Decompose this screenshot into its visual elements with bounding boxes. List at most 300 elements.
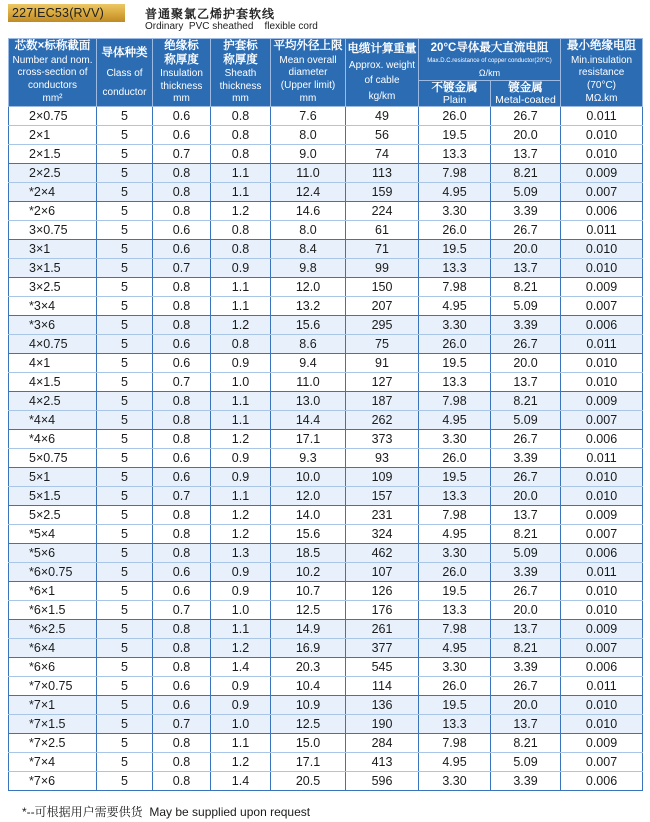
cell-sheath-thickness: 1.1 — [211, 164, 271, 183]
cell-resistance-metal-coated: 26.7 — [491, 430, 561, 449]
cell-cross-section: 4×1 — [9, 354, 97, 373]
title-chinese: 普通聚氯乙烯护套软线 — [145, 7, 276, 21]
cell-insulation-thickness: 0.6 — [153, 240, 211, 259]
cell-weight: 295 — [346, 316, 419, 335]
cell-resistance-plain: 7.98 — [419, 164, 491, 183]
cell-sheath-thickness: 0.8 — [211, 145, 271, 164]
cell-mean-diameter: 12.0 — [271, 487, 346, 506]
cell-resistance-plain: 26.0 — [419, 677, 491, 696]
cell-resistance-metal-coated: 13.7 — [491, 620, 561, 639]
table-row — [9, 126, 643, 145]
cell-sheath-thickness: 1.1 — [211, 392, 271, 411]
header-label-cn: 最小绝缘电阻 — [567, 40, 637, 53]
cell-weight: 377 — [346, 639, 419, 658]
header-label-en: Insulation — [160, 68, 203, 80]
table-row — [9, 107, 643, 126]
table-row — [9, 563, 643, 582]
cell-mean-diameter: 17.1 — [271, 430, 346, 449]
cell-resistance-plain: 13.3 — [419, 145, 491, 164]
cell-insulation-resistance: 0.011 — [561, 563, 643, 582]
header-label-cn: 护套标 — [223, 40, 258, 53]
cell-cross-section: *6×2.5 — [9, 620, 97, 639]
cell-cross-section: *6×0.75 — [9, 563, 97, 582]
cell-sheath-thickness: 1.1 — [211, 278, 271, 297]
cell-sheath-thickness: 0.8 — [211, 126, 271, 145]
header-unit: mm — [232, 93, 249, 105]
cell-weight: 157 — [346, 487, 419, 506]
header-unit: kg/km — [368, 90, 396, 102]
cell-sheath-thickness: 1.0 — [211, 715, 271, 734]
header-label-en: conductor — [102, 86, 147, 98]
cell-resistance-metal-coated: 20.0 — [491, 240, 561, 259]
cell-sheath-thickness: 1.0 — [211, 373, 271, 392]
cell-insulation-resistance: 0.007 — [561, 297, 643, 316]
cell-insulation-resistance: 0.007 — [561, 525, 643, 544]
cell-resistance-metal-coated: 13.7 — [491, 373, 561, 392]
model-badge: 227IEC53(RVV) — [8, 4, 125, 22]
cell-resistance-plain: 4.95 — [419, 639, 491, 658]
cell-resistance-metal-coated: 8.21 — [491, 525, 561, 544]
cell-mean-diameter: 9.4 — [271, 354, 346, 373]
cell-conductor-class: 5 — [97, 525, 153, 544]
cell-resistance-metal-coated: 5.09 — [491, 411, 561, 430]
header-label-en: Number and nom. — [12, 54, 93, 66]
cell-resistance-metal-coated: 13.7 — [491, 506, 561, 525]
cell-sheath-thickness: 1.1 — [211, 734, 271, 753]
cell-resistance-plain: 13.3 — [419, 715, 491, 734]
cell-weight: 462 — [346, 544, 419, 563]
table-row — [9, 734, 643, 753]
cell-mean-diameter: 11.0 — [271, 373, 346, 392]
header-resistance-metal-coated — [491, 81, 561, 107]
cell-mean-diameter: 9.0 — [271, 145, 346, 164]
table-row — [9, 715, 643, 734]
cell-mean-diameter: 9.8 — [271, 259, 346, 278]
cell-resistance-plain: 13.3 — [419, 373, 491, 392]
cell-insulation-resistance: 0.009 — [561, 734, 643, 753]
cell-mean-diameter: 10.7 — [271, 582, 346, 601]
cell-insulation-resistance: 0.007 — [561, 639, 643, 658]
cell-sheath-thickness: 0.9 — [211, 677, 271, 696]
header-label-en: of cable — [364, 75, 400, 87]
cell-mean-diameter: 8.0 — [271, 126, 346, 145]
cell-resistance-metal-coated: 20.0 — [491, 601, 561, 620]
cell-insulation-resistance: 0.010 — [561, 468, 643, 487]
cell-resistance-metal-coated: 20.0 — [491, 487, 561, 506]
cell-resistance-plain: 19.5 — [419, 582, 491, 601]
cell-insulation-resistance: 0.010 — [561, 240, 643, 259]
cell-weight: 113 — [346, 164, 419, 183]
cell-sheath-thickness: 0.9 — [211, 259, 271, 278]
cell-mean-diameter: 14.4 — [271, 411, 346, 430]
header-dc-resistance — [419, 39, 561, 81]
cell-weight: 231 — [346, 506, 419, 525]
cell-conductor-class: 5 — [97, 620, 153, 639]
cell-conductor-class: 5 — [97, 639, 153, 658]
cell-insulation-thickness: 0.8 — [153, 316, 211, 335]
cell-resistance-metal-coated: 5.09 — [491, 183, 561, 202]
cell-sheath-thickness: 0.8 — [211, 240, 271, 259]
header-unit: mm² — [42, 93, 63, 105]
cell-resistance-plain: 13.3 — [419, 601, 491, 620]
header-label-cn: 芯数×标称截面 — [14, 40, 91, 53]
cell-cross-section: *7×0.75 — [9, 677, 97, 696]
cell-resistance-plain: 26.0 — [419, 563, 491, 582]
cell-cross-section: *5×6 — [9, 544, 97, 563]
cell-conductor-class: 5 — [97, 202, 153, 221]
cell-insulation-thickness: 0.7 — [153, 259, 211, 278]
header-label-cn: 绝缘标 — [164, 40, 199, 53]
cell-resistance-plain: 4.95 — [419, 411, 491, 430]
cell-sheath-thickness: 1.2 — [211, 639, 271, 658]
cell-insulation-thickness: 0.8 — [153, 430, 211, 449]
cell-cross-section: 3×1 — [9, 240, 97, 259]
cell-resistance-metal-coated: 8.21 — [491, 734, 561, 753]
cell-insulation-thickness: 0.8 — [153, 544, 211, 563]
cell-cross-section: *6×1.5 — [9, 601, 97, 620]
table-row — [9, 411, 643, 430]
cell-cross-section: *2×4 — [9, 183, 97, 202]
cell-resistance-plain: 3.30 — [419, 430, 491, 449]
cell-sheath-thickness: 0.8 — [211, 335, 271, 354]
cell-resistance-plain: 4.95 — [419, 297, 491, 316]
cell-insulation-resistance: 0.011 — [561, 107, 643, 126]
cell-mean-diameter: 8.0 — [271, 221, 346, 240]
table-header — [9, 39, 643, 107]
table-row — [9, 164, 643, 183]
cell-resistance-plain: 4.95 — [419, 753, 491, 772]
table-row — [9, 240, 643, 259]
cell-insulation-thickness: 0.6 — [153, 468, 211, 487]
table-row — [9, 487, 643, 506]
cell-insulation-thickness: 0.6 — [153, 677, 211, 696]
cell-insulation-resistance: 0.010 — [561, 145, 643, 164]
cell-sheath-thickness: 0.9 — [211, 582, 271, 601]
cell-cross-section: *3×4 — [9, 297, 97, 316]
cell-mean-diameter: 12.4 — [271, 183, 346, 202]
cell-insulation-thickness: 0.8 — [153, 164, 211, 183]
cell-weight: 176 — [346, 601, 419, 620]
cell-cross-section: *7×2.5 — [9, 734, 97, 753]
cell-conductor-class: 5 — [97, 715, 153, 734]
cell-sheath-thickness: 0.8 — [211, 221, 271, 240]
cell-conductor-class: 5 — [97, 430, 153, 449]
cell-sheath-thickness: 0.9 — [211, 563, 271, 582]
cell-resistance-metal-coated: 13.7 — [491, 259, 561, 278]
cell-mean-diameter: 8.6 — [271, 335, 346, 354]
cell-weight: 261 — [346, 620, 419, 639]
cell-weight: 99 — [346, 259, 419, 278]
cell-mean-diameter: 20.3 — [271, 658, 346, 677]
cell-insulation-thickness: 0.8 — [153, 392, 211, 411]
cell-sheath-thickness: 1.2 — [211, 506, 271, 525]
cell-conductor-class: 5 — [97, 297, 153, 316]
cell-insulation-resistance: 0.011 — [561, 335, 643, 354]
table-row — [9, 335, 643, 354]
cell-resistance-plain: 19.5 — [419, 126, 491, 145]
header-label-en: thickness — [219, 80, 262, 92]
cell-weight: 93 — [346, 449, 419, 468]
header-label-en: Class of — [106, 67, 143, 79]
cell-mean-diameter: 14.9 — [271, 620, 346, 639]
cell-cross-section: *6×6 — [9, 658, 97, 677]
cell-cross-section: 4×0.75 — [9, 335, 97, 354]
cell-resistance-plain: 3.30 — [419, 202, 491, 221]
cell-sheath-thickness: 1.1 — [211, 411, 271, 430]
cell-resistance-plain: 26.0 — [419, 449, 491, 468]
cell-conductor-class: 5 — [97, 259, 153, 278]
cell-weight: 49 — [346, 107, 419, 126]
cell-insulation-thickness: 0.6 — [153, 221, 211, 240]
cell-insulation-thickness: 0.8 — [153, 506, 211, 525]
header-sheath-thickness — [211, 39, 271, 107]
header-insulation-thickness — [153, 39, 211, 107]
cell-conductor-class: 5 — [97, 164, 153, 183]
cell-sheath-thickness: 1.2 — [211, 753, 271, 772]
cell-insulation-thickness: 0.7 — [153, 487, 211, 506]
header-conductor-class — [97, 39, 153, 107]
cell-mean-diameter: 13.0 — [271, 392, 346, 411]
header-label-en: Max.D.C.resistance of copper conductor(20°C) — [427, 58, 552, 64]
header-cable-weight — [346, 39, 419, 107]
cell-sheath-thickness: 1.1 — [211, 297, 271, 316]
cell-resistance-plain: 3.30 — [419, 316, 491, 335]
cell-insulation-thickness: 0.7 — [153, 601, 211, 620]
cell-conductor-class: 5 — [97, 582, 153, 601]
cell-insulation-resistance: 0.006 — [561, 430, 643, 449]
cell-sheath-thickness: 0.9 — [211, 468, 271, 487]
cell-resistance-metal-coated: 3.39 — [491, 563, 561, 582]
table-row — [9, 392, 643, 411]
header-label-en: (70°C) — [587, 80, 617, 92]
cell-sheath-thickness: 1.2 — [211, 202, 271, 221]
table-row — [9, 696, 643, 715]
cell-conductor-class: 5 — [97, 468, 153, 487]
cell-cross-section: 3×0.75 — [9, 221, 97, 240]
cell-cross-section: *7×4 — [9, 753, 97, 772]
cell-sheath-thickness: 1.1 — [211, 183, 271, 202]
header-unit: MΩ.km — [585, 93, 618, 105]
footnote: *--可根据用户需要供货 May be supplied upon request — [22, 805, 311, 819]
cell-conductor-class: 5 — [97, 373, 153, 392]
cell-insulation-thickness: 0.8 — [153, 202, 211, 221]
cell-mean-diameter: 10.0 — [271, 468, 346, 487]
cell-conductor-class: 5 — [97, 487, 153, 506]
header-label-en: diameter — [288, 67, 328, 79]
cell-insulation-thickness: 0.8 — [153, 658, 211, 677]
cell-insulation-thickness: 0.8 — [153, 183, 211, 202]
cell-mean-diameter: 20.5 — [271, 772, 346, 791]
table-row — [9, 468, 643, 487]
cell-weight: 187 — [346, 392, 419, 411]
cell-insulation-resistance: 0.006 — [561, 316, 643, 335]
cell-resistance-plain: 26.0 — [419, 221, 491, 240]
table-row — [9, 278, 643, 297]
cell-insulation-thickness: 0.6 — [153, 126, 211, 145]
cell-conductor-class: 5 — [97, 335, 153, 354]
cell-resistance-metal-coated: 20.0 — [491, 126, 561, 145]
cell-weight: 71 — [346, 240, 419, 259]
cell-weight: 262 — [346, 411, 419, 430]
cell-mean-diameter: 12.5 — [271, 601, 346, 620]
cell-sheath-thickness: 1.2 — [211, 430, 271, 449]
table-row — [9, 316, 643, 335]
cell-insulation-resistance: 0.006 — [561, 658, 643, 677]
header-label-en: thickness — [160, 80, 203, 92]
cell-resistance-plain: 4.95 — [419, 525, 491, 544]
cell-insulation-resistance: 0.010 — [561, 354, 643, 373]
cell-weight: 373 — [346, 430, 419, 449]
cell-cross-section: *6×1 — [9, 582, 97, 601]
cell-conductor-class: 5 — [97, 411, 153, 430]
table-row — [9, 354, 643, 373]
cell-weight: 413 — [346, 753, 419, 772]
cell-weight: 126 — [346, 582, 419, 601]
cell-resistance-plain: 4.95 — [419, 183, 491, 202]
table-row — [9, 430, 643, 449]
table-row — [9, 297, 643, 316]
cell-sheath-thickness: 1.0 — [211, 601, 271, 620]
cell-insulation-resistance: 0.010 — [561, 582, 643, 601]
cell-resistance-metal-coated: 26.7 — [491, 468, 561, 487]
cell-insulation-thickness: 0.8 — [153, 278, 211, 297]
cell-resistance-metal-coated: 13.7 — [491, 145, 561, 164]
cell-resistance-plain: 7.98 — [419, 506, 491, 525]
header-label-en: resistance — [578, 67, 625, 79]
cell-resistance-plain: 19.5 — [419, 354, 491, 373]
cell-weight: 136 — [346, 696, 419, 715]
cell-cross-section: *4×4 — [9, 411, 97, 430]
cell-weight: 284 — [346, 734, 419, 753]
cell-cross-section: 4×1.5 — [9, 373, 97, 392]
cell-cross-section: 5×2.5 — [9, 506, 97, 525]
cell-insulation-resistance: 0.006 — [561, 544, 643, 563]
header-label-cn: 称厚度 — [223, 54, 258, 67]
cell-conductor-class: 5 — [97, 601, 153, 620]
cell-sheath-thickness: 1.4 — [211, 658, 271, 677]
cell-conductor-class: 5 — [97, 677, 153, 696]
cell-conductor-class: 5 — [97, 316, 153, 335]
cell-resistance-plain: 3.30 — [419, 658, 491, 677]
cell-insulation-resistance: 0.010 — [561, 126, 643, 145]
cell-conductor-class: 5 — [97, 278, 153, 297]
cell-insulation-resistance: 0.011 — [561, 221, 643, 240]
cell-weight: 159 — [346, 183, 419, 202]
cell-sheath-thickness: 1.1 — [211, 487, 271, 506]
cell-resistance-metal-coated: 3.39 — [491, 658, 561, 677]
cell-insulation-resistance: 0.010 — [561, 487, 643, 506]
cell-insulation-resistance: 0.009 — [561, 278, 643, 297]
cell-weight: 91 — [346, 354, 419, 373]
cell-insulation-resistance: 0.009 — [561, 164, 643, 183]
cell-resistance-metal-coated: 26.7 — [491, 677, 561, 696]
table-body — [9, 107, 643, 791]
cell-sheath-thickness: 1.1 — [211, 620, 271, 639]
header-label-cn: 导体种类 — [101, 46, 148, 59]
cell-resistance-plain: 3.30 — [419, 772, 491, 791]
cell-weight: 224 — [346, 202, 419, 221]
cell-conductor-class: 5 — [97, 221, 153, 240]
cell-conductor-class: 5 — [97, 734, 153, 753]
cell-insulation-resistance: 0.009 — [561, 506, 643, 525]
cell-mean-diameter: 12.0 — [271, 278, 346, 297]
table-row — [9, 373, 643, 392]
cell-conductor-class: 5 — [97, 145, 153, 164]
cell-weight: 61 — [346, 221, 419, 240]
cell-insulation-thickness: 0.6 — [153, 582, 211, 601]
cell-resistance-metal-coated: 3.39 — [491, 772, 561, 791]
cell-sheath-thickness: 0.9 — [211, 449, 271, 468]
table-row — [9, 620, 643, 639]
cell-resistance-plain: 19.5 — [419, 696, 491, 715]
cell-resistance-metal-coated: 8.21 — [491, 278, 561, 297]
cell-insulation-resistance: 0.006 — [561, 202, 643, 221]
cell-mean-diameter: 11.0 — [271, 164, 346, 183]
cell-insulation-thickness: 0.7 — [153, 145, 211, 164]
table-row — [9, 449, 643, 468]
cell-mean-diameter: 17.1 — [271, 753, 346, 772]
cell-sheath-thickness: 1.3 — [211, 544, 271, 563]
cell-weight: 545 — [346, 658, 419, 677]
cell-conductor-class: 5 — [97, 449, 153, 468]
cell-weight: 109 — [346, 468, 419, 487]
title-english: Ordinary PVC sheathed flexible cord — [145, 21, 318, 32]
header-label-en: Approx. weight — [348, 59, 416, 71]
cell-conductor-class: 5 — [97, 544, 153, 563]
header-label-cn: 不镀金属 — [431, 81, 478, 94]
cell-insulation-thickness: 0.8 — [153, 639, 211, 658]
header-label-cn: 称厚度 — [164, 54, 199, 67]
cell-weight: 150 — [346, 278, 419, 297]
specification-table — [8, 38, 643, 791]
cell-insulation-thickness: 0.8 — [153, 411, 211, 430]
cell-weight: 107 — [346, 563, 419, 582]
header-cross-section — [9, 39, 97, 107]
cell-insulation-thickness: 0.8 — [153, 772, 211, 791]
cell-cross-section: 2×0.75 — [9, 107, 97, 126]
table-row — [9, 601, 643, 620]
header-insulation-resistance — [561, 39, 643, 107]
cell-resistance-plain: 7.98 — [419, 278, 491, 297]
cell-resistance-metal-coated: 5.09 — [491, 544, 561, 563]
cell-weight: 74 — [346, 145, 419, 164]
cell-insulation-thickness: 0.7 — [153, 373, 211, 392]
header-unit: mm — [299, 93, 317, 105]
cell-insulation-thickness: 0.7 — [153, 715, 211, 734]
cell-weight: 75 — [346, 335, 419, 354]
cell-insulation-thickness: 0.6 — [153, 563, 211, 582]
cell-resistance-metal-coated: 3.39 — [491, 449, 561, 468]
cell-insulation-resistance: 0.009 — [561, 620, 643, 639]
cell-resistance-metal-coated: 8.21 — [491, 164, 561, 183]
cell-resistance-plain: 19.5 — [419, 240, 491, 259]
cell-insulation-resistance: 0.011 — [561, 449, 643, 468]
cell-mean-diameter: 15.0 — [271, 734, 346, 753]
cell-sheath-thickness: 0.9 — [211, 354, 271, 373]
cell-cross-section: *6×4 — [9, 639, 97, 658]
cell-conductor-class: 5 — [97, 126, 153, 145]
cell-insulation-resistance: 0.010 — [561, 715, 643, 734]
cell-insulation-resistance: 0.010 — [561, 259, 643, 278]
cell-mean-diameter: 7.6 — [271, 107, 346, 126]
cell-cross-section: 5×1.5 — [9, 487, 97, 506]
cell-insulation-thickness: 0.6 — [153, 335, 211, 354]
cell-sheath-thickness: 1.2 — [211, 525, 271, 544]
cell-insulation-thickness: 0.8 — [153, 753, 211, 772]
cell-insulation-thickness: 0.6 — [153, 696, 211, 715]
cell-resistance-metal-coated: 8.21 — [491, 392, 561, 411]
cell-resistance-plain: 13.3 — [419, 487, 491, 506]
